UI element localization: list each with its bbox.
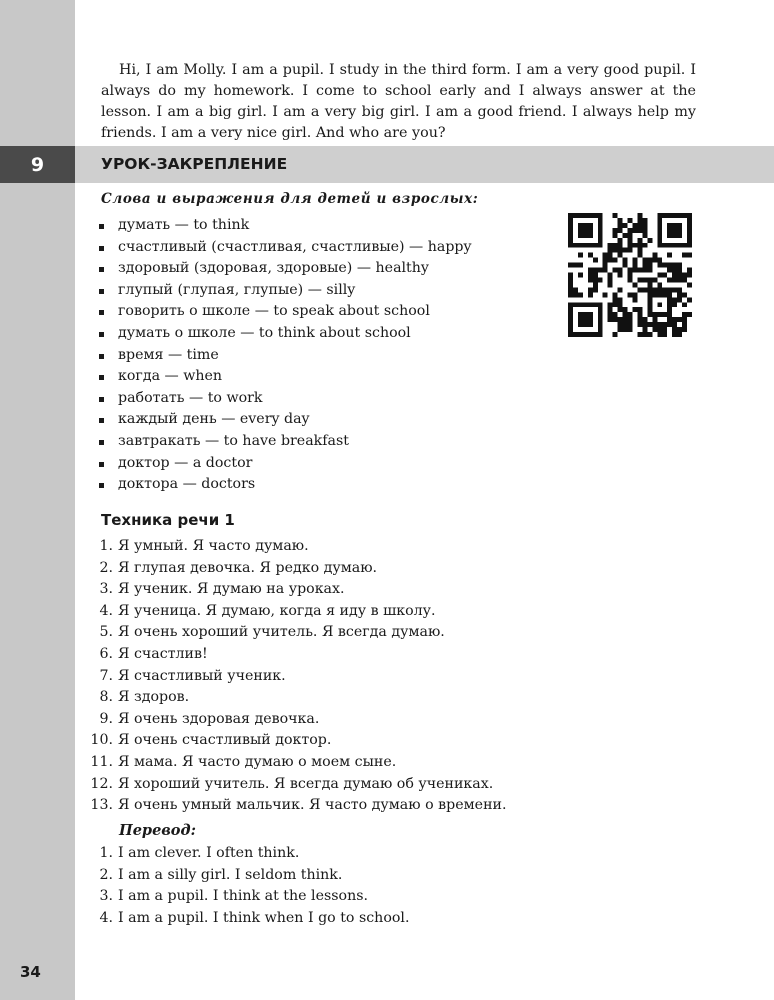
vocab-heading: Слова и выражения для детей и взрослых: bbox=[101, 191, 479, 207]
bullet-icon bbox=[99, 354, 104, 359]
bullet-icon bbox=[99, 418, 104, 423]
vocab-item: когда — when bbox=[96, 366, 472, 388]
bullet-icon bbox=[99, 483, 104, 488]
translation-heading: Перевод: bbox=[119, 822, 196, 839]
page-number: 34 bbox=[20, 963, 41, 981]
qr-code-icon[interactable] bbox=[568, 213, 692, 337]
list-item: 5. Я очень хороший учитель. Я всегда думаю. bbox=[99, 624, 445, 641]
vocab-item: доктора — doctors bbox=[96, 474, 472, 496]
vocab-item: время — time bbox=[96, 345, 472, 367]
intro-paragraph: Hi, I am Molly. I am a pupil. I study in the third form. I am a very good pupil. I always do my homework. I come to school early and I always answer at the lesson. I am a big girl. I am a very big girl. I am a good friend. I always help my friends. I am a very nice girl. And who are you? bbox=[101, 62, 696, 141]
vocab-item: доктор — a doctor bbox=[96, 453, 472, 475]
bullet-icon bbox=[99, 397, 104, 402]
list-item: 9. Я очень здоровая девочка. bbox=[99, 710, 320, 727]
list-item: 1. Я умный. Я часто думаю. bbox=[99, 538, 309, 554]
lesson-title: УРОК-ЗАКРЕПЛЕНИЕ bbox=[101, 155, 288, 173]
bullet-icon bbox=[99, 246, 104, 251]
list-item: 3. Я ученик. Я думаю на уроках. bbox=[99, 581, 345, 598]
list-item: 13. Я очень умный мальчик. Я часто думаю о времени. bbox=[90, 797, 507, 814]
vocab-item: думать о школе — to think about school bbox=[96, 323, 472, 345]
bullet-icon bbox=[99, 375, 104, 380]
vocab-item: говорить о школе — to speak about school bbox=[96, 301, 472, 323]
bullet-icon bbox=[99, 267, 104, 272]
vocab-item: глупый (глупая, глупые) — silly bbox=[96, 280, 472, 302]
lesson-header-bar bbox=[0, 146, 774, 183]
list-item: 12. Я хороший учитель. Я всегда думаю об учениках. bbox=[90, 775, 494, 792]
list-item: 6. Я счастлив! bbox=[99, 645, 208, 662]
list-item: 3. I am a pupil. I think at the lessons. bbox=[99, 888, 369, 905]
list-item: 10. Я очень счастливый доктор. bbox=[90, 732, 332, 749]
list-item: 4. I am a pupil. I think when I go to school. bbox=[99, 909, 410, 926]
bullet-icon bbox=[99, 310, 104, 315]
list-item: 2. Я глупая девочка. Я редко думаю. bbox=[99, 559, 378, 576]
translation-list bbox=[80, 843, 409, 929]
vocab-item: думать — to think bbox=[96, 215, 472, 237]
list-item: 7. Я счастливый ученик. bbox=[99, 667, 286, 684]
list-item: 8. Я здоров. bbox=[99, 689, 190, 706]
lesson-number: 9 bbox=[0, 146, 75, 183]
vocab-item: каждый день — every day bbox=[96, 409, 472, 431]
speech-phrase-list bbox=[80, 536, 507, 817]
bullet-icon bbox=[99, 289, 104, 294]
bullet-icon bbox=[99, 224, 104, 229]
list-item: 2. I am a silly girl. I seldom think. bbox=[99, 866, 343, 883]
vocab-item: счастливый (счастливая, счастливые) — happy bbox=[96, 237, 472, 259]
list-item: 11. Я мама. Я часто думаю о моем сыне. bbox=[90, 753, 397, 770]
vocab-item: здоровый (здоровая, здоровые) — healthy bbox=[96, 258, 472, 280]
vocab-item: работать — to work bbox=[96, 388, 472, 410]
vocab-item: завтракать — to have breakfast bbox=[96, 431, 472, 453]
speech-technique-heading: Техника речи 1 bbox=[101, 511, 235, 529]
bullet-icon bbox=[99, 462, 104, 467]
vocab-list bbox=[96, 215, 472, 496]
bullet-icon bbox=[99, 332, 104, 337]
list-item: 4. Я ученица. Я думаю, когда я иду в школу. bbox=[99, 602, 436, 619]
bullet-icon bbox=[99, 440, 104, 445]
list-item: 1. I am clever. I often think. bbox=[99, 845, 300, 861]
